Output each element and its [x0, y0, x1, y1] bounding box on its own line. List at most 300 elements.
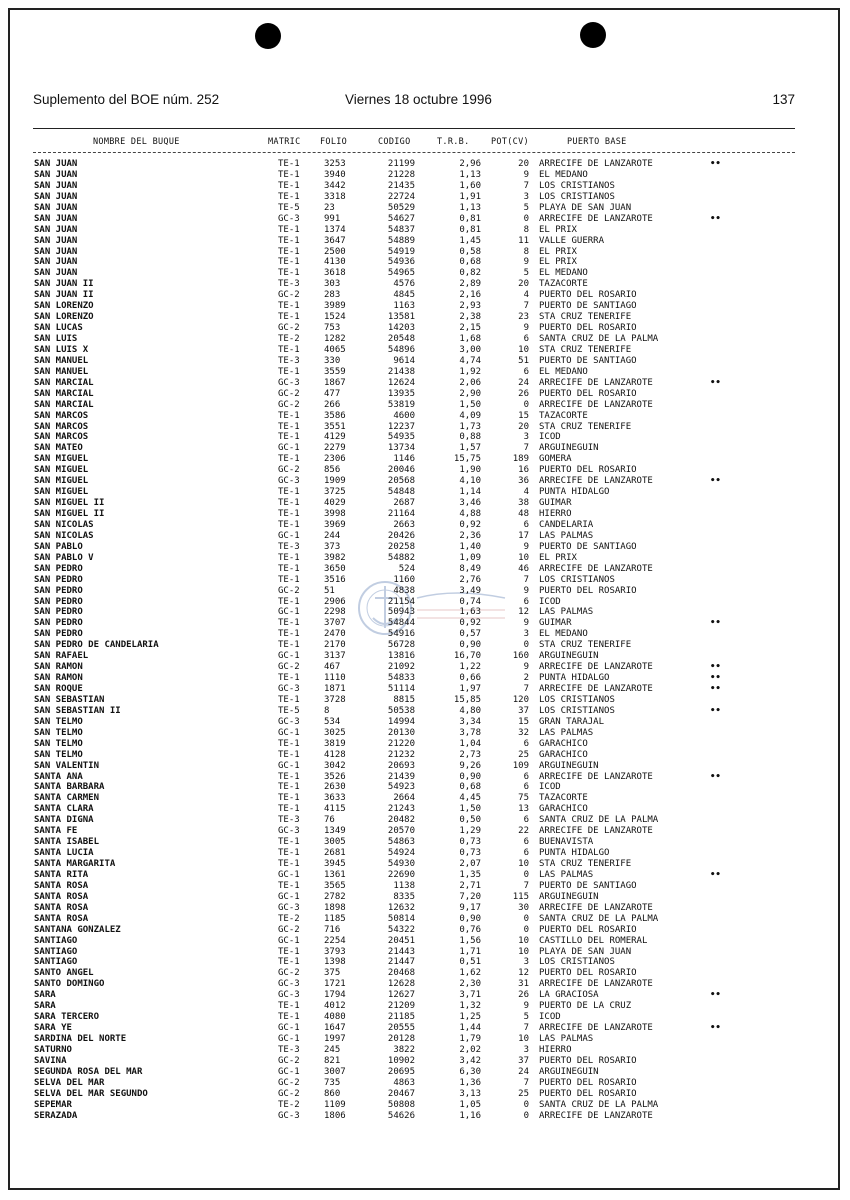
folio: 3969	[324, 519, 346, 530]
potencia: 11	[518, 235, 529, 246]
vessel-name: SAN SEBASTIAN II	[34, 705, 121, 716]
folio: 3005	[324, 837, 346, 848]
punch-hole-right	[580, 22, 606, 48]
trb: 2,06	[459, 377, 481, 388]
puerto-base: EL PRIX	[539, 552, 577, 563]
trb: 1,35	[459, 869, 481, 880]
puerto-base: PUERTO DEL ROSARIO	[539, 924, 637, 935]
codigo: 20451	[387, 935, 415, 946]
codigo: 50538	[387, 705, 415, 716]
table-row	[0, 772, 850, 783]
vessel-name: SARA	[34, 1001, 56, 1012]
potencia: 115	[512, 891, 529, 902]
codigo: 3822	[393, 1044, 415, 1055]
trb: 1,45	[459, 235, 481, 246]
table-row	[0, 618, 850, 629]
matricula: TE-1	[278, 191, 300, 202]
codigo: 20130	[387, 727, 415, 738]
potencia: 15	[518, 410, 529, 421]
table-row	[0, 334, 850, 345]
folio: 3633	[324, 793, 346, 804]
folio: 1282	[324, 334, 346, 344]
matricula: TE-1	[278, 454, 300, 465]
trb: 1,60	[459, 180, 481, 191]
matricula: TE-1	[278, 629, 300, 640]
puerto-base: HIERRO	[539, 1044, 572, 1055]
page-header	[33, 92, 795, 112]
matricula: GC-3	[278, 1110, 300, 1121]
trb: 0,82	[459, 268, 481, 279]
potencia: 4	[523, 290, 529, 301]
codigo: 13816	[387, 651, 415, 662]
matricula: GC-3	[278, 213, 300, 224]
folio: 467	[324, 662, 341, 673]
table-row	[0, 990, 850, 1001]
trb: 1,91	[459, 191, 481, 202]
trb: 2,73	[459, 749, 481, 760]
codigo: 54833	[387, 673, 415, 684]
codigo: 12627	[387, 990, 415, 1001]
table-row	[0, 1111, 850, 1122]
codigo: 9614	[393, 355, 415, 366]
vessel-name: SANTA ROSA	[34, 891, 89, 902]
trb: 0,73	[459, 848, 481, 859]
potencia: 20	[518, 159, 529, 169]
potencia: 13	[518, 804, 529, 815]
vessel-name: SANTIAGO	[34, 957, 78, 968]
table-row	[0, 214, 850, 225]
table-row	[0, 170, 850, 181]
folio: 245	[324, 1044, 341, 1055]
codigo: 20570	[387, 826, 415, 837]
matricula: TE-1	[278, 957, 300, 968]
puerto-base: ICOD	[539, 782, 561, 793]
folio: 1109	[324, 1099, 346, 1110]
matricula: TE-1	[278, 1001, 300, 1012]
matricula: TE-1	[278, 782, 300, 793]
table-row	[0, 257, 850, 268]
codigo: 12628	[387, 979, 415, 990]
potencia: 6	[523, 837, 529, 848]
potencia: 7	[523, 180, 529, 191]
trb: 1,05	[459, 1099, 481, 1110]
potencia: 6	[523, 366, 529, 377]
matricula: TE-1	[278, 487, 300, 498]
matricula: TE-1	[278, 837, 300, 848]
vessel-name: SATURNO	[34, 1044, 72, 1055]
matricula: TE-1	[278, 552, 300, 563]
matricula: TE-1	[278, 563, 300, 574]
potencia: 3	[523, 191, 529, 202]
table-row	[0, 640, 850, 651]
puerto-base: ICOD	[539, 432, 561, 443]
table-row	[0, 531, 850, 542]
folio: 4029	[324, 498, 346, 509]
matricula: GC-2	[278, 1077, 300, 1088]
table-row	[0, 815, 850, 826]
folio: 1349	[324, 826, 346, 837]
header-rule	[33, 128, 795, 129]
col-puerto: PUERTO BASE	[567, 137, 627, 147]
folio: 856	[324, 465, 341, 476]
vessel-name: SAN JUAN	[34, 268, 78, 279]
vessel-name: SAN TELMO	[34, 749, 83, 760]
matricula: GC-2	[278, 924, 300, 935]
table-row	[0, 181, 850, 192]
col-codigo: CODIGO	[378, 137, 411, 147]
folio: 3728	[324, 694, 346, 705]
matricula: GC-1	[278, 891, 300, 902]
puerto-base: LOS CRISTIANOS	[539, 957, 615, 968]
folio: 3725	[324, 487, 346, 498]
codigo: 21092	[387, 662, 415, 673]
table-row	[0, 837, 850, 848]
potencia: 3	[523, 432, 529, 443]
table-row	[0, 290, 850, 301]
folio: 1524	[324, 312, 346, 323]
potencia: 0	[523, 869, 529, 880]
trb: 2,30	[459, 979, 481, 990]
mark: ••	[710, 377, 721, 388]
potencia: 7	[523, 1077, 529, 1088]
col-trb: T.R.B.	[437, 137, 470, 147]
potencia: 46	[518, 563, 529, 574]
matricula: GC-3	[278, 684, 300, 694]
puerto-base: LOS CRISTIANOS	[539, 574, 615, 585]
vessel-name: SANTIAGO	[34, 946, 78, 957]
matricula: TE-1	[278, 159, 300, 169]
potencia: 5	[523, 268, 529, 279]
matricula: GC-1	[278, 607, 300, 618]
vessel-name: SAN PEDRO	[34, 563, 83, 574]
table-row	[0, 662, 850, 673]
matricula: TE-1	[278, 848, 300, 859]
table-row	[0, 1023, 850, 1034]
table-row	[0, 225, 850, 236]
matricula: GC-1	[278, 935, 300, 946]
potencia: 20	[518, 279, 529, 290]
codigo: 12237	[387, 421, 415, 432]
table-row	[0, 487, 850, 498]
table-row	[0, 957, 850, 968]
codigo: 1163	[393, 301, 415, 312]
folio: 2306	[324, 454, 346, 465]
vessel-name: SERAZADA	[34, 1110, 78, 1121]
potencia: 24	[518, 1066, 529, 1077]
folio: 2500	[324, 246, 346, 257]
codigo: 12624	[387, 377, 415, 388]
matricula: TE-1	[278, 421, 300, 432]
trb: 7,20	[459, 891, 481, 902]
puerto-base: VALLE GUERRA	[539, 235, 605, 246]
trb: 3,71	[459, 990, 481, 1001]
codigo: 21164	[387, 509, 415, 519]
matricula: TE-1	[278, 596, 300, 607]
potencia: 25	[518, 749, 529, 760]
folio: 283	[324, 290, 341, 301]
puerto-base: LAS PALMAS	[539, 607, 594, 618]
table-row	[0, 432, 850, 443]
matricula: TE-3	[278, 279, 300, 290]
trb: 1,16	[459, 1110, 481, 1121]
matricula: GC-2	[278, 465, 300, 476]
folio: 3565	[324, 880, 346, 891]
vessel-name: SAN LUIS	[34, 334, 78, 344]
folio: 2298	[324, 607, 346, 618]
codigo: 50943	[387, 607, 415, 618]
table-row	[0, 706, 850, 717]
trb: 0,58	[459, 246, 481, 257]
potencia: 6	[523, 848, 529, 859]
folio: 3526	[324, 771, 346, 782]
table-row	[0, 1067, 850, 1078]
table-row	[0, 553, 850, 564]
vessel-name: SAN MANUEL	[34, 366, 89, 377]
codigo: 21209	[387, 1001, 415, 1012]
folio: 2681	[324, 848, 346, 859]
vessel-name: SAN LUCAS	[34, 323, 83, 334]
folio: 3442	[324, 180, 346, 191]
puerto-base: ARRECIFE DE LANZAROTE	[539, 377, 653, 388]
matricula: TE-1	[278, 859, 300, 869]
vessel-name: SAN MARCOS	[34, 432, 89, 443]
table-row	[0, 323, 850, 334]
vessel-name: SELVA DEL MAR SEGUNDO	[34, 1088, 148, 1099]
table-row	[0, 301, 850, 312]
table-row	[0, 750, 850, 761]
folio: 1909	[324, 476, 346, 487]
puerto-base: GRAN TARAJAL	[539, 716, 605, 727]
codigo: 21438	[387, 366, 415, 377]
puerto-base: PUERTO DE SANTIAGO	[539, 880, 637, 891]
puerto-base: LAS PALMAS	[539, 869, 594, 880]
trb: 1,73	[459, 421, 481, 432]
folio: 2630	[324, 782, 346, 793]
puerto-base: LOS CRISTIANOS	[539, 191, 615, 202]
trb: 1,22	[459, 662, 481, 673]
table-row	[0, 400, 850, 411]
codigo: 20258	[387, 541, 415, 552]
table-row	[0, 564, 850, 575]
potencia: 3	[523, 957, 529, 968]
vessel-name: SAN LORENZO	[34, 301, 94, 312]
folio: 3516	[324, 574, 346, 585]
codigo: 13734	[387, 443, 415, 454]
potencia: 30	[518, 902, 529, 913]
puerto-base: ARRECIFE DE LANZAROTE	[539, 159, 653, 169]
folio: 4012	[324, 1001, 346, 1012]
vessel-name: SAVINA	[34, 1055, 67, 1066]
folio: 4065	[324, 344, 346, 355]
table-row	[0, 465, 850, 476]
potencia: 0	[523, 399, 529, 410]
matricula: TE-1	[278, 694, 300, 705]
folio: 991	[324, 213, 341, 224]
puerto-base: ARRECIFE DE LANZAROTE	[539, 213, 653, 224]
folio: 1398	[324, 957, 346, 968]
matricula: TE-5	[278, 705, 300, 716]
trb: 0,92	[459, 618, 481, 629]
potencia: 6	[523, 519, 529, 530]
table-row	[0, 870, 850, 881]
vessel-name: SAN MIGUEL	[34, 476, 89, 487]
matricula: TE-1	[278, 224, 300, 235]
matricula: TE-1	[278, 312, 300, 323]
vessel-name: SANTA ROSA	[34, 902, 89, 913]
puerto-base: ARGUINEGUIN	[539, 651, 599, 662]
mark: ••	[710, 684, 721, 694]
puerto-base: ARGUINEGUIN	[539, 760, 599, 771]
puerto-base: PLAYA DE SAN JUAN	[539, 202, 632, 213]
puerto-base: STA CRUZ TENERIFE	[539, 421, 632, 432]
matricula: GC-1	[278, 651, 300, 662]
folio: 1185	[324, 913, 346, 924]
codigo: 2664	[393, 793, 415, 804]
folio: 4128	[324, 749, 346, 760]
codigo: 54935	[387, 432, 415, 443]
potencia: 10	[518, 859, 529, 869]
folio: 1871	[324, 684, 346, 694]
vessel-name: SAN MARCOS	[34, 421, 89, 432]
vessel-name: SAN MARCIAL	[34, 399, 94, 410]
table-row	[0, 761, 850, 772]
codigo: 22690	[387, 869, 415, 880]
matricula: TE-1	[278, 169, 300, 180]
folio: 266	[324, 399, 341, 410]
codigo: 13935	[387, 388, 415, 399]
potencia: 26	[518, 388, 529, 399]
codigo: 50814	[387, 913, 415, 924]
folio: 2782	[324, 891, 346, 902]
table-row	[0, 947, 850, 958]
trb: 0,66	[459, 673, 481, 684]
trb: 1,56	[459, 935, 481, 946]
folio: 3025	[324, 727, 346, 738]
folio: 4130	[324, 257, 346, 268]
potencia: 10	[518, 552, 529, 563]
codigo: 56728	[387, 640, 415, 651]
codigo: 4600	[393, 410, 415, 421]
vessel-name: SAN MARCOS	[34, 410, 89, 421]
puerto-base: PUERTO DEL ROSARIO	[539, 290, 637, 301]
table-row	[0, 203, 850, 214]
puerto-base: LA GRACIOSA	[539, 990, 599, 1001]
folio: 244	[324, 530, 341, 541]
codigo: 21243	[387, 804, 415, 815]
folio: 3945	[324, 859, 346, 869]
vessel-name: SEPEMAR	[34, 1099, 72, 1110]
page-number: 137	[772, 92, 795, 107]
trb: 0,92	[459, 519, 481, 530]
vessel-name: SANTA ROSA	[34, 913, 89, 924]
folio: 8	[324, 705, 330, 716]
potencia: 48	[518, 509, 529, 519]
trb: 3,34	[459, 716, 481, 727]
trb: 1,44	[459, 1023, 481, 1034]
vessel-name: SAN RAFAEL	[34, 651, 89, 662]
puerto-base: ICOD	[539, 1012, 561, 1023]
folio: 477	[324, 388, 341, 399]
vessel-name: SAN JUAN	[34, 202, 78, 213]
table-row	[0, 1078, 850, 1089]
puerto-base: PUERTO DE SANTIAGO	[539, 301, 637, 312]
trb: 0,68	[459, 782, 481, 793]
codigo: 54924	[387, 848, 415, 859]
vessel-name: SAN ROQUE	[34, 684, 83, 694]
potencia: 9	[523, 541, 529, 552]
potencia: 38	[518, 498, 529, 509]
codigo: 1146	[393, 454, 415, 465]
vessel-name: SEGUNDA ROSA DEL MAR	[34, 1066, 143, 1077]
table-row	[0, 159, 850, 170]
potencia: 36	[518, 476, 529, 487]
folio: 3940	[324, 169, 346, 180]
codigo: 14203	[387, 323, 415, 334]
codigo: 12632	[387, 902, 415, 913]
trb: 1,63	[459, 607, 481, 618]
publication-date: Viernes 18 octubre 1996	[345, 92, 492, 107]
codigo: 54896	[387, 344, 415, 355]
col-matric: MATRIC	[268, 137, 301, 147]
trb: 2,71	[459, 880, 481, 891]
potencia: 22	[518, 826, 529, 837]
puerto-base: BUENAVISTA	[539, 837, 594, 848]
potencia: 10	[518, 1034, 529, 1044]
trb: 6,30	[459, 1066, 481, 1077]
vessel-name: SAN MARCIAL	[34, 388, 94, 399]
trb: 1,92	[459, 366, 481, 377]
folio: 1806	[324, 1110, 346, 1121]
codigo: 4838	[393, 585, 415, 596]
trb: 4,88	[459, 509, 481, 519]
col-folio: FOLIO	[320, 137, 348, 147]
table-row	[0, 739, 850, 750]
potencia: 12	[518, 968, 529, 979]
puerto-base: TAZACORTE	[539, 410, 588, 421]
potencia: 37	[518, 1055, 529, 1066]
puerto-base: EL MEDANO	[539, 366, 588, 377]
vessel-name: SANTIAGO	[34, 935, 78, 946]
vessel-name: SANTO ANGEL	[34, 968, 94, 979]
trb: 0,73	[459, 837, 481, 848]
table-row	[0, 881, 850, 892]
puerto-base: GARACHICO	[539, 749, 588, 760]
codigo: 20695	[387, 1066, 415, 1077]
column-headers	[0, 137, 762, 149]
trb: 1,90	[459, 465, 481, 476]
matricula: GC-1	[278, 1023, 300, 1034]
vessel-name: SAN JUAN II	[34, 290, 94, 301]
codigo: 13581	[387, 312, 415, 323]
folio: 1361	[324, 869, 346, 880]
puerto-base: PUERTO DEL ROSARIO	[539, 968, 637, 979]
matricula: GC-3	[278, 979, 300, 990]
vessel-name: SANTA ROSA	[34, 880, 89, 891]
matricula: GC-1	[278, 869, 300, 880]
puerto-base: EL MEDANO	[539, 169, 588, 180]
codigo: 54936	[387, 257, 415, 268]
codigo: 21199	[387, 159, 415, 169]
folio: 3650	[324, 563, 346, 574]
folio: 1794	[324, 990, 346, 1001]
mark: ••	[710, 662, 721, 673]
mark: ••	[710, 618, 721, 629]
folio: 860	[324, 1088, 341, 1099]
vessel-name: SAN JUAN	[34, 159, 78, 169]
codigo: 20548	[387, 334, 415, 344]
codigo: 4863	[393, 1077, 415, 1088]
puerto-base: EL PRIX	[539, 246, 577, 257]
